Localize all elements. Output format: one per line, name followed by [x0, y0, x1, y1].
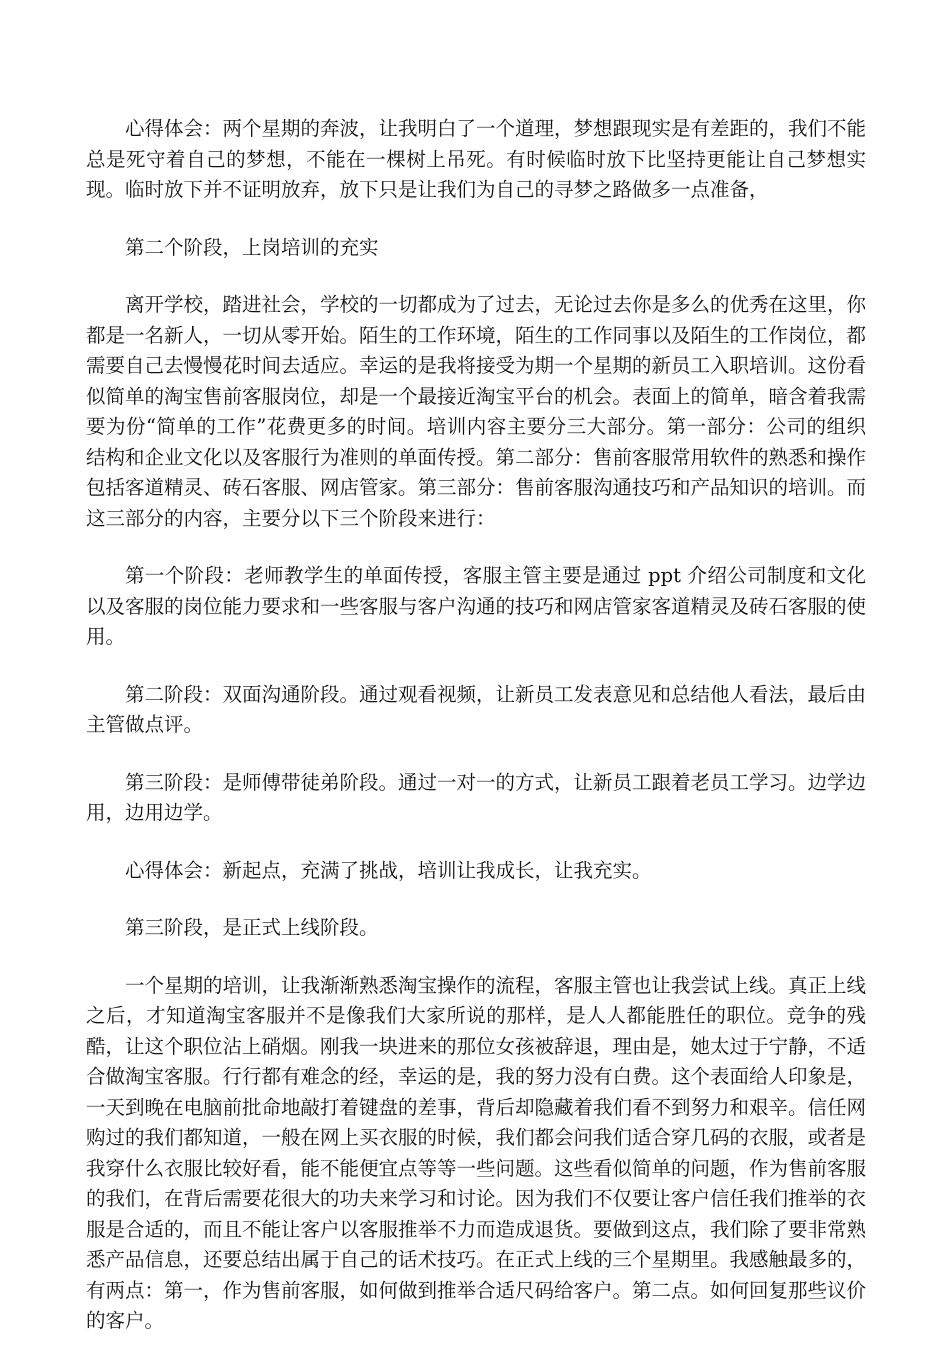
document-body	[86, 114, 866, 1364]
paragraph-training-phase-3: 第三阶段：是师傅带徒弟阶段。通过一对一的方式，让新员工跟着老员工学习。边学边用，边用边学。	[86, 770, 867, 824]
paragraph-stage-three-heading: 第三阶段，是正式上线阶段。	[125, 916, 379, 939]
paragraph-training-phase-2: 第二阶段：双面沟通阶段。通过观看视频，让新员工发表意见和总结他人看法，最后由主管做点评。	[86, 682, 867, 736]
paragraph-reflection-1: 心得体会：两个星期的奔波，让我明白了一个道理，梦想跟现实是有差距的，我们不能总是死守着自己的梦想，不能在一棵树上吊死。有时候临时放下比坚持更能让自己梦想实现。临时放下并不证明放弃，放下只是让我们为自己的寻梦之路做多一点准备，	[86, 117, 867, 201]
paragraph-stage-two-heading: 第二个阶段，上岗培训的充实	[125, 235, 379, 259]
paragraph-reflection-2: 心得体会：新起点，充满了挑战，培训让我成长，让我充实。	[125, 858, 652, 882]
paragraph-training-phase-1: 第一个阶段：老师教学生的单面传授，客服主管主要是通过 ppt 介绍公司制度和文化以及客服的岗位能力要求和一些客服与客户沟通的技巧和网店管家客道精灵及砖石客服的使用。	[86, 564, 867, 648]
paragraph-training-intro: 离开学校，踏进社会，学校的一切都成为了过去，无论过去你是多么的优秀在这里，你都是一名新人，一切从零开始。陌生的工作环境，陌生的工作同事以及陌生的工作岗位，都需要自己去慢慢花时间去适应。幸运的是我将接受为期一个星期的新员工入职培训。这份看似简单的淘宝售前客服岗位，却是一个最接近淘宝平台的机会。表面上的简单，暗含着我需要为份“简单的工作”花费更多的时间。培训内容主要分三大部分。第一部分：公司的组织结构和企业文化以及客服行为准则的单面传授。第二部分：售前客服常用软件的熟悉和操作包括客道精灵、砖石客服、网店管家。第三部分：售前客服沟通技巧和产品知识的培训。而这三部分的内容，主要分以下三个阶段来进行：	[86, 293, 867, 530]
paragraph-online-experience: 一个星期的培训，让我渐渐熟悉淘宝操作的流程，客服主管也让我尝试上线。真正上线之后，才知道淘宝客服并不是像我们大家所说的那样，是人人都能胜任的职位。竞争的残酷，让这个职位沾上硝烟。刚我一块进来的那位女孩被辞退，理由是，她太过于宁静，不适合做淘宝客服。行行都有难念的经，幸运的是，我的努力没有白费。这个表面给人印象是，一天到晚在电脑前批命地敲打着键盘的差事，背后却隐藏着我们看不到努力和艰辛。信任网购过的我们都知道，一般在网上买衣服的时候，我们都会问我们适合穿几码的衣服，或者是我穿什么衣服比较好看，能不能便宜点等等一些问题。这些看似简单的问题，作为售前客服的我们，在背后需要花很大的功夫来学习和讨论。因为我们不仅要让客户信任我们推举的衣服是合适的，而且不能让客户以客服推举不力而造成退货。要做到这点，我们除了要非常熟悉产品信息，还要总结出属于自己的话术技巧。在正式上线的三个星期里。我感触最多的，有两点：第一，作为售前客服，如何做到推举合适尺码给客户。第二点。如何回复那些议价的客户。	[86, 973, 867, 1332]
